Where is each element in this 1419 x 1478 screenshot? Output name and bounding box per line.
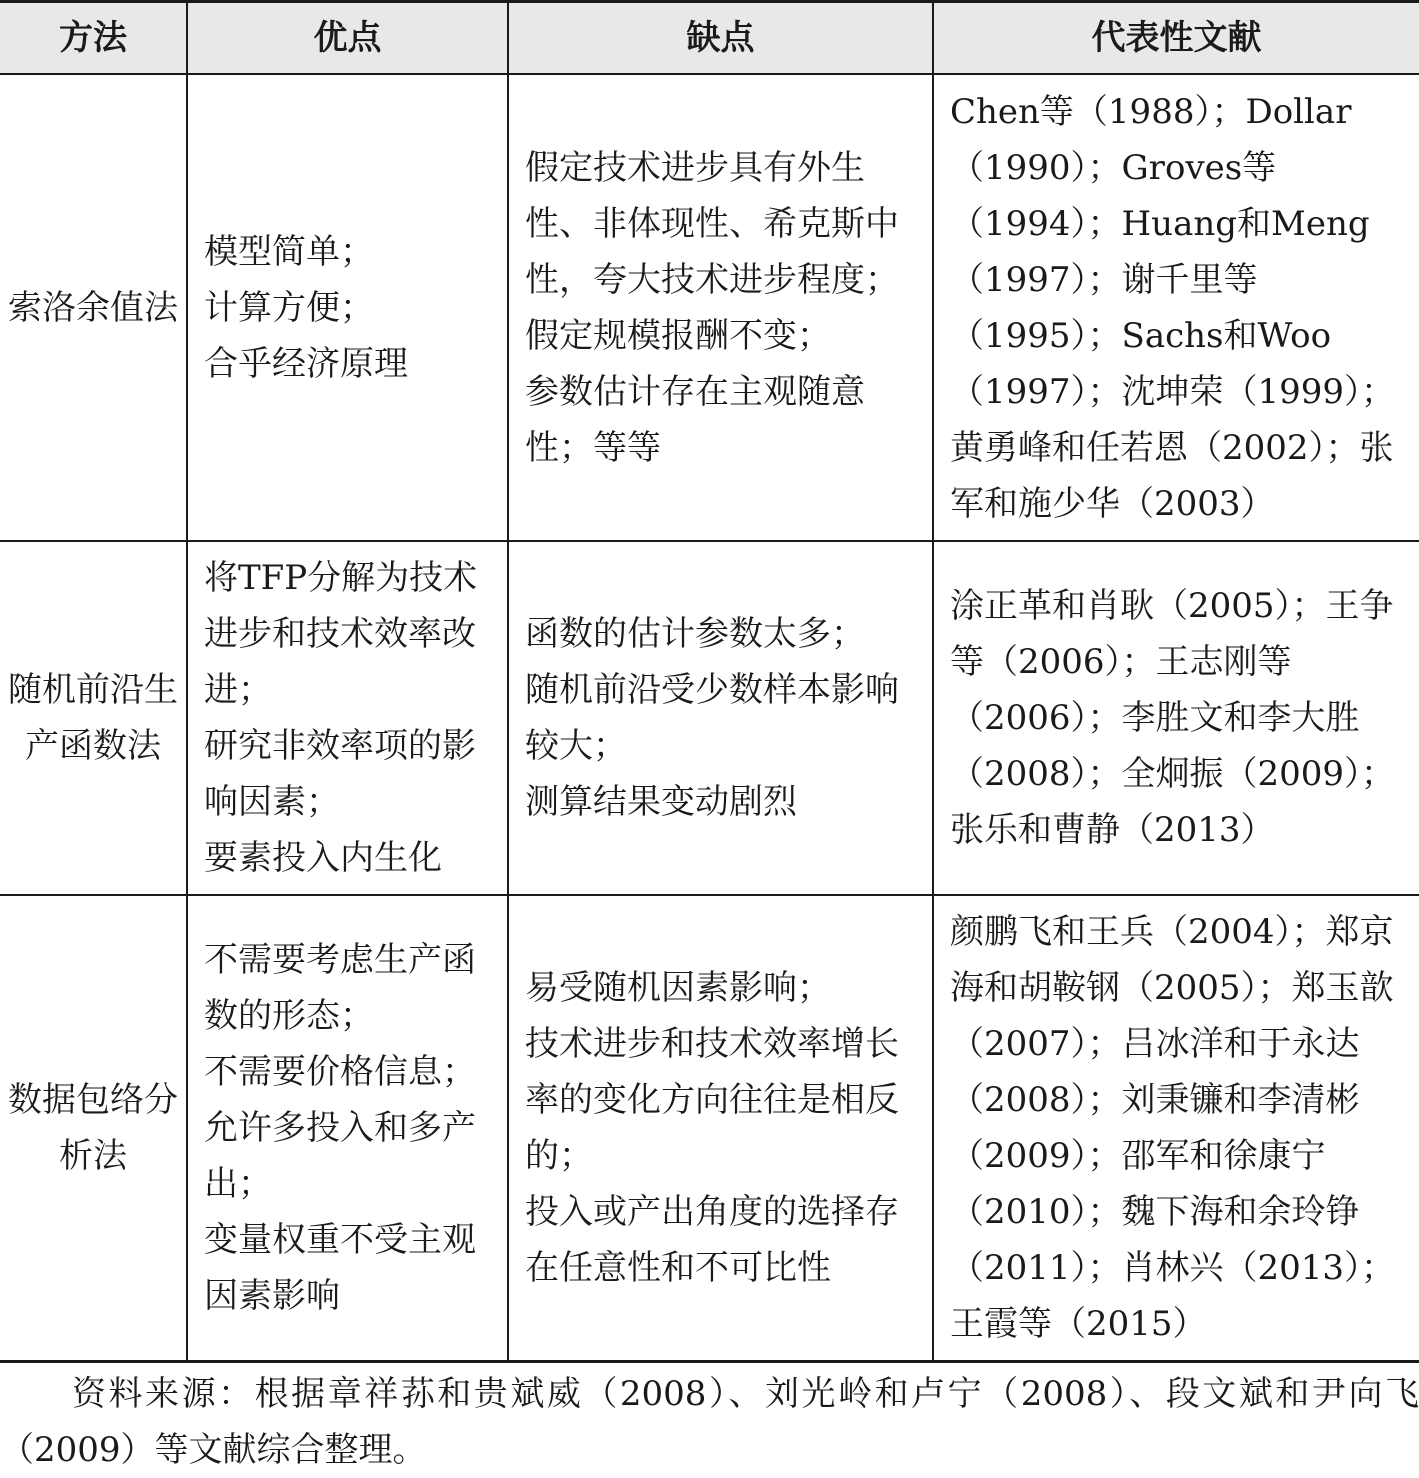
- references-cell: 涂正革和肖耿（2005）；王争等（2006）；王志刚等（2006）；李胜文和李大胜（2008）；全炯振（2009）；张乐和曹静（2013）: [933, 541, 1419, 895]
- pros-item: 允许多投入和多产出；: [204, 1108, 476, 1204]
- pros-item: 计算方便；: [204, 287, 374, 328]
- cons-cell: [508, 541, 933, 895]
- pros-item: 要素投入内生化: [204, 838, 442, 878]
- method-cell: 索洛余值法: [0, 74, 187, 541]
- pros-item: 变量权重不受主观因素影响: [204, 1220, 476, 1316]
- header-references: 代表性文献: [933, 2, 1419, 75]
- table-row: [0, 74, 1419, 541]
- header-method: 方法: [0, 2, 187, 75]
- cons-item: 技术进步和技术效率增长率的变化方向往往是相反的；: [525, 1024, 899, 1176]
- header-cons: 缺点: [508, 2, 933, 75]
- pros-cell: [187, 74, 508, 541]
- cons-item: 假定规模报酬不变；: [525, 315, 831, 356]
- table-row: [0, 541, 1419, 895]
- pros-item: 将TFP分解为技术进步和技术效率改进；: [204, 558, 478, 710]
- table-row: [0, 895, 1419, 1362]
- cons-item: 测算结果变动剧烈: [525, 782, 797, 822]
- pros-item: 不需要价格信息；: [204, 1052, 476, 1092]
- pros-cell: [187, 895, 508, 1362]
- cons-cell: [508, 74, 933, 541]
- cons-item: 随机前沿受少数样本影响较大；: [525, 670, 899, 766]
- cons-item: 函数的估计参数太多；: [525, 614, 865, 654]
- method-cell: 随机前沿生产函数法: [0, 541, 187, 895]
- pros-cell: [187, 541, 508, 895]
- pros-item: 模型简单；: [204, 231, 374, 272]
- header-pros: 优点: [187, 2, 508, 75]
- cons-item: 参数估计存在主观随意性；等等: [525, 371, 865, 468]
- source-note: 资料来源：根据章祥荪和贵斌威（2008）、刘光岭和卢宁（2008）、段文斌和尹向飞（2009）等文献综合整理。: [0, 1374, 1419, 1470]
- references-cell: 颜鹏飞和王兵（2004）；郑京海和胡鞍钢（2005）；郑玉歆（2007）；吕冰洋和于永达（2008）；刘秉镰和李清彬（2009）；邵军和徐康宁（2010）；魏下海和余玲铮（2011）；肖林兴（2013）；王霞等（2015）: [933, 895, 1419, 1362]
- cons-item: 易受随机因素影响；: [525, 968, 831, 1008]
- method-cell: 数据包络分析法: [0, 895, 187, 1362]
- header-row: [0, 2, 1419, 75]
- pros-item: 合乎经济原理: [204, 343, 408, 384]
- pros-item: 不需要考虑生产函数的形态；: [204, 940, 476, 1036]
- cons-item: 投入或产出角度的选择存在任意性和不可比性: [525, 1192, 899, 1288]
- cons-cell: [508, 895, 933, 1362]
- pros-item: 研究非效率项的影响因素；: [204, 726, 476, 822]
- cons-item: 假定技术进步具有外生性、非体现性、希克斯中性，夸大技术进步程度；: [525, 147, 899, 300]
- references-cell: Chen等（1988）；Dollar（1990）；Groves等（1994）；Huang和Meng（1997）；谢千里等（1995）；Sachs和Woo（1997）；沈坤荣（1999）；黄勇峰和任若恩（2002）；张军和施少华（2003）: [933, 74, 1419, 541]
